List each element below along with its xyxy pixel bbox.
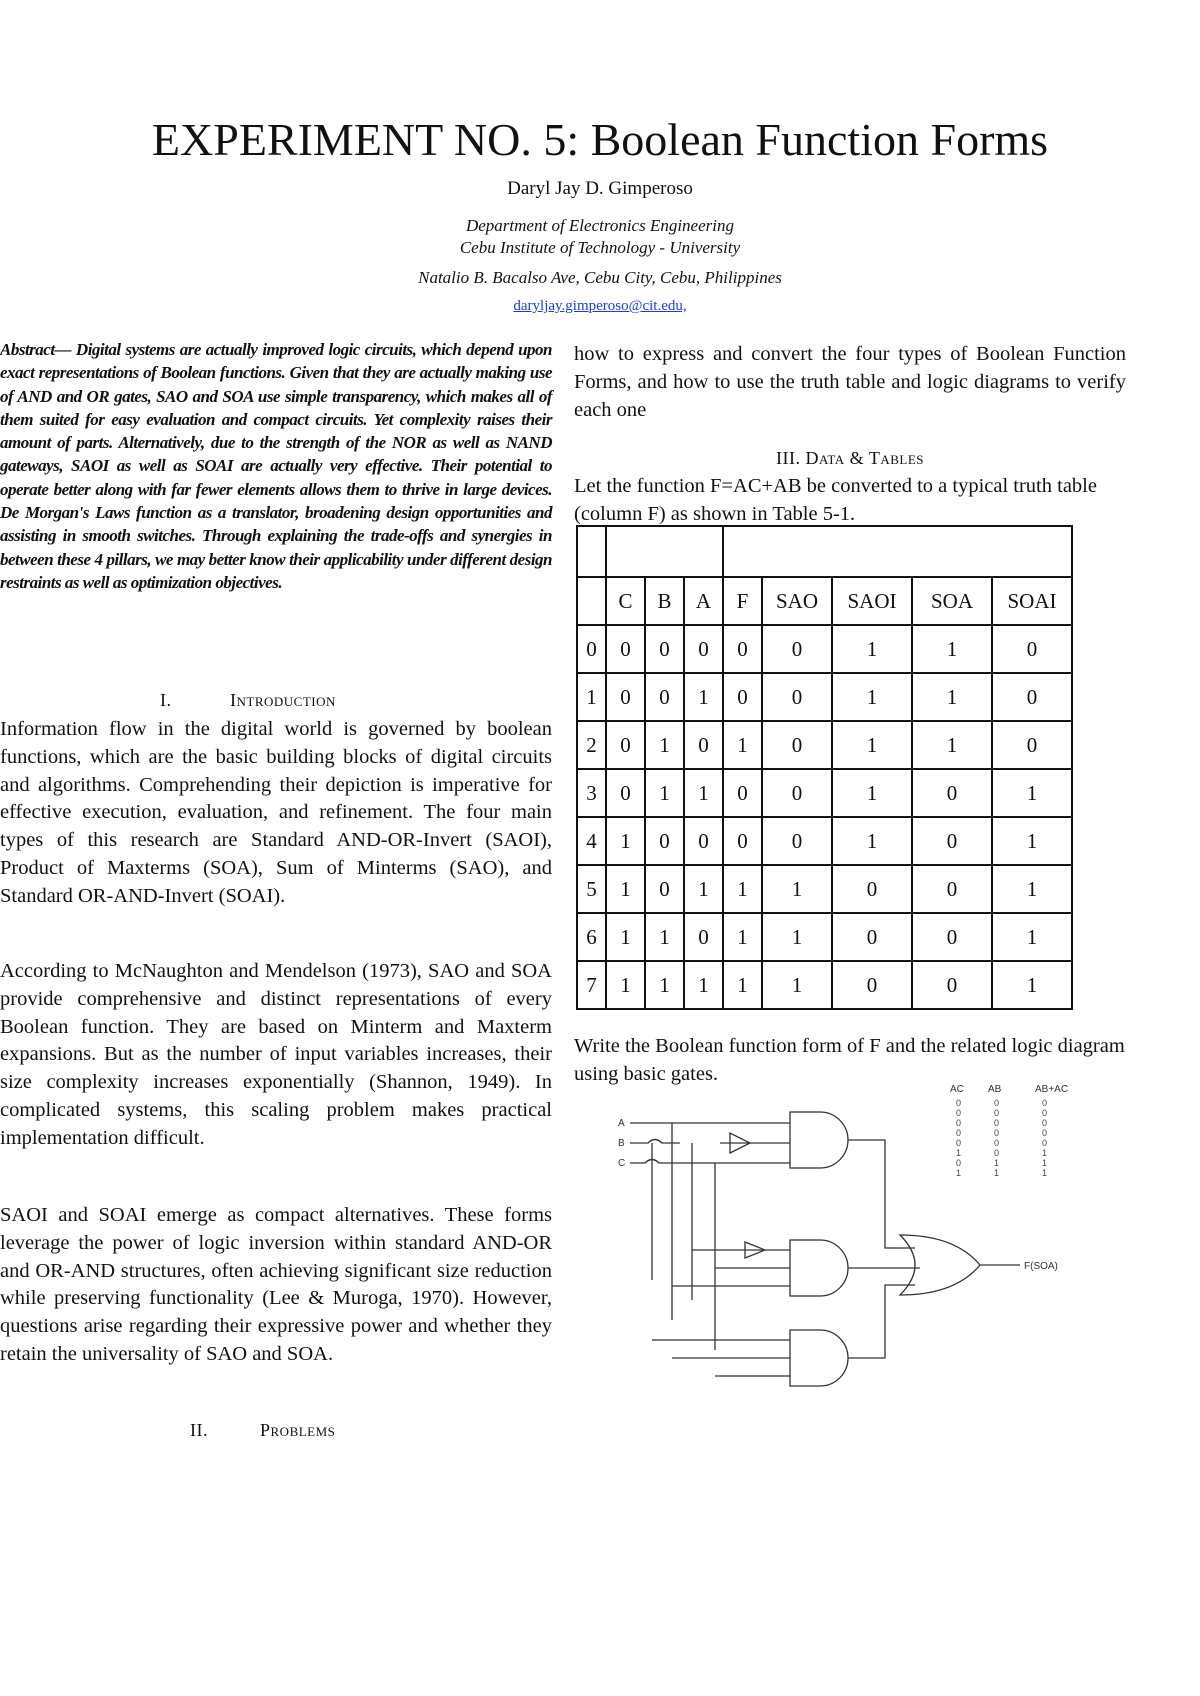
table-cell: 0 [762, 721, 832, 769]
table-cell: 0 [606, 769, 645, 817]
diagram-column-value: 1 [1042, 1168, 1048, 1178]
diagram-column-value: 0 [994, 1108, 1000, 1118]
and-gate-3 [790, 1330, 848, 1386]
data-after: Write the Boolean function form of F and the related logic diagram using basic gates. [574, 1035, 1125, 1085]
table-cell: 0 [832, 865, 912, 913]
table-cell: 1 [723, 865, 762, 913]
table-header-cell: SOAI [992, 577, 1072, 625]
table-cell: 1 [606, 817, 645, 865]
input-label-c: C [618, 1158, 626, 1169]
table-row [577, 913, 1072, 961]
table-cell: 0 [684, 817, 723, 865]
table-cell: 1 [762, 961, 832, 1009]
table-cell: 0 [912, 865, 992, 913]
diagram-column-value: 0 [994, 1148, 1000, 1158]
table-cell: 1 [992, 913, 1072, 961]
table-blank-cell [577, 526, 606, 577]
table-header-cell: SOA [912, 577, 992, 625]
table-row [577, 865, 1072, 913]
diagram-column-value: 1 [994, 1158, 1000, 1168]
table-row [577, 625, 1072, 673]
row-index-cell: 7 [577, 961, 606, 1009]
column-label-ab-ac: AB+AC [1035, 1084, 1069, 1095]
table-cell: 0 [992, 625, 1072, 673]
table-cell: 0 [723, 817, 762, 865]
table-row [577, 769, 1072, 817]
table-cell: 1 [606, 913, 645, 961]
problems-title: Problems [260, 1420, 336, 1440]
table-cell: 0 [606, 625, 645, 673]
table-cell: 0 [606, 721, 645, 769]
diagram-column-value: 0 [956, 1108, 962, 1118]
table-cell: 1 [723, 961, 762, 1009]
table-cell: 1 [645, 769, 684, 817]
diagram-column-value: 0 [1042, 1098, 1048, 1108]
table-cell: 1 [832, 721, 912, 769]
diagram-column-value: 0 [956, 1158, 962, 1168]
table-cell: 0 [684, 721, 723, 769]
data-intro: Let the function F=AC+AB be converted to a typical truth table (column F) as shown in Table 5-1. [574, 475, 1097, 525]
table-cell: 0 [992, 721, 1072, 769]
table-header-row [577, 577, 1072, 625]
or-gate-inputs [848, 1140, 920, 1358]
abstract-label: Abstract— [0, 340, 72, 359]
email-link[interactable]: daryljay.gimperoso@cit.edu, [513, 298, 687, 314]
table-cell: 1 [762, 913, 832, 961]
table-cell: 0 [723, 625, 762, 673]
table-cell: 0 [723, 673, 762, 721]
table-cell: 0 [606, 673, 645, 721]
table-header-cell: SAO [762, 577, 832, 625]
column-label-ac: AC [950, 1084, 964, 1095]
table-cell: 1 [992, 961, 1072, 1009]
table-header-cell: C [606, 577, 645, 625]
diagram-column-value: 0 [994, 1128, 1000, 1138]
table-cell: 1 [912, 721, 992, 769]
table-cell: 1 [723, 913, 762, 961]
table-cell: 1 [832, 625, 912, 673]
input-label-b: B [618, 1138, 625, 1149]
abstract [0, 338, 552, 594]
diagram-column-value: 1 [1042, 1148, 1048, 1158]
table-cell: 0 [912, 769, 992, 817]
table-cell: 1 [606, 865, 645, 913]
table-row [577, 961, 1072, 1009]
gate1-inputs [680, 1123, 790, 1163]
output-label: F(SOA) [1024, 1261, 1058, 1272]
diagram-column-value: 0 [994, 1098, 1000, 1108]
diagram-column-value: 1 [956, 1168, 962, 1178]
row-index-cell: 2 [577, 721, 606, 769]
table-cell: 0 [832, 913, 912, 961]
table-cell: 1 [992, 817, 1072, 865]
gate3-inputs [652, 1340, 790, 1376]
row-index-cell: 1 [577, 673, 606, 721]
diagram-column-value: 0 [1042, 1128, 1048, 1138]
diagram-column-value: 0 [956, 1138, 962, 1148]
table-cell: 0 [645, 817, 684, 865]
diagram-column-value: 0 [994, 1118, 1000, 1128]
row-index-cell: 4 [577, 817, 606, 865]
table-cell: 1 [832, 817, 912, 865]
table-cell: 1 [912, 673, 992, 721]
diagram-column-value: 0 [1042, 1118, 1048, 1128]
intro-paragraph-2: According to McNaughton and Mendelson (1973), SAO and SOA provide comprehensive and distinct representations of every Boolean function. They are based on Minterm and Maxterm expansions. But as the number of input variables increases, their size complexity increases exponentially (Shannon, 1949). In complicated systems, this scaling problem makes practical implementation difficult. [0, 960, 552, 1149]
table-header-cell: A [684, 577, 723, 625]
table-cell: 0 [832, 961, 912, 1009]
and-gate-1 [790, 1112, 848, 1168]
problems-number: II. [190, 1420, 208, 1440]
table-cell: 0 [723, 769, 762, 817]
table-cell: 0 [762, 625, 832, 673]
data-heading: III. Data & Tables [775, 448, 925, 468]
table-cell: 0 [645, 673, 684, 721]
column-label-ab: AB [988, 1084, 1002, 1095]
table-cell: 0 [762, 769, 832, 817]
intro-number: I. [160, 690, 172, 710]
row-index-cell: 3 [577, 769, 606, 817]
table-cell: 1 [645, 913, 684, 961]
table-cell: 1 [684, 673, 723, 721]
logic-diagram [600, 1080, 1120, 1400]
or-gate [900, 1235, 980, 1295]
diagram-column-value: 0 [994, 1138, 1000, 1148]
table-cell: 0 [912, 913, 992, 961]
table-cell: 1 [992, 865, 1072, 913]
diagram-column-value: 1 [956, 1148, 962, 1158]
table-cell: 1 [723, 721, 762, 769]
table-cell: 0 [684, 913, 723, 961]
table-cell: 1 [912, 625, 992, 673]
table-header-cell: SAOI [832, 577, 912, 625]
diagram-column-value: 0 [956, 1128, 962, 1138]
intro-paragraph-1: Information flow in the digital world is governed by boolean functions, which are the basic building blocks of digital circuits and algorithms. Comprehending their depiction is imperative for effective execution, evaluation, and refinement. The four main types of this research are Standard AND-OR-Invert (SAOI), Product of Maxterms (SOA), Sum of Minterms (SAO), and Standard OR-AND-Invert (SOAI). [0, 718, 552, 907]
table-cell: 1 [606, 961, 645, 1009]
row-index-cell: 5 [577, 865, 606, 913]
intro-paragraph-3: SAOI and SOAI emerge as compact alternatives. These forms leverage the power of logic inversion within standard AND-OR and OR-AND structures, often achieving significant size reduction while preserving functionality (Lee & Muroga, 1970). However, questions arise regarding their expressive power and whether they retain the universality of SAO and SOA. [0, 1204, 552, 1365]
table-cell: 0 [762, 817, 832, 865]
table-cell: 1 [992, 769, 1072, 817]
table-blank-cell [723, 526, 1072, 577]
department: Department of Electronics Engineering [465, 216, 734, 235]
truth-table [576, 525, 1073, 1010]
diagram-value-columns [956, 1098, 1047, 1178]
diagram-column-value: 0 [956, 1098, 962, 1108]
intro-title: Introduction [230, 690, 336, 710]
table-header-cell: B [645, 577, 684, 625]
problems-heading [190, 1420, 335, 1441]
table-cell: 1 [684, 865, 723, 913]
table-cell: 0 [645, 625, 684, 673]
table-blank-cell [606, 526, 723, 577]
row-index-cell: 0 [577, 625, 606, 673]
table-cell: 1 [645, 721, 684, 769]
diagram-column-value: 0 [1042, 1108, 1048, 1118]
input-label-a: A [618, 1118, 625, 1129]
and-gate-2 [790, 1240, 848, 1296]
table-row [577, 673, 1072, 721]
gate2-inputs [672, 1250, 790, 1286]
table-row [577, 721, 1072, 769]
input-bus [652, 1123, 715, 1350]
diagram-column-value: 0 [1042, 1138, 1048, 1148]
table-cell: 1 [684, 961, 723, 1009]
table-cell: 0 [912, 961, 992, 1009]
table-cell: 0 [912, 817, 992, 865]
table-header-cell: F [723, 577, 762, 625]
diagram-column-value: 1 [1042, 1158, 1048, 1168]
table-cell: 0 [684, 625, 723, 673]
table-blank-row [577, 526, 1072, 577]
table-cell: 0 [645, 865, 684, 913]
table-header-cell [577, 577, 606, 625]
table-cell: 1 [832, 769, 912, 817]
diagram-column-value: 1 [994, 1168, 1000, 1178]
author-name: Daryl Jay D. Gimperoso [507, 178, 693, 199]
abstract-text: Digital systems are actually improved logic circuits, which depend upon exact representations of Boolean functions. Given that they are actually making use of AND and OR gates, SAO and SOA use simple transparency, which makes all of them suited for easy evaluation and compact circuits. Yet complexity raises their amount of parts. Alternatively, due to the strength of the NOR as well as NAND gateways, SAOI as well as SOAI are actually very effective. Their potential to operate better along with far fewer elements allows them to thrive in large devices. De Morgan's Laws function as a translator, broadening design opportunities and assisting in smooth switches. Through explaining the trade-offs and synergies in between these 4 pillars, we may better know their applicability under different design restraints as well as optimization objectives. [0, 340, 552, 592]
paper-title: EXPERIMENT NO. 5: Boolean Function Forms [151, 114, 1049, 165]
table-cell: 0 [992, 673, 1072, 721]
problems-text: how to express and convert the four types of Boolean Function Forms, and how to use the truth table and logic diagrams to verify each one [574, 343, 1126, 421]
table-cell: 1 [832, 673, 912, 721]
table-cell: 1 [762, 865, 832, 913]
diagram-column-value: 0 [956, 1118, 962, 1128]
table-cell: 1 [645, 961, 684, 1009]
institute: Cebu Institute of Technology - University [459, 238, 741, 257]
address: Natalio B. Bacalso Ave, Cebu City, Cebu, Philippines [418, 268, 782, 287]
table-cell: 0 [762, 673, 832, 721]
table-cell: 1 [684, 769, 723, 817]
intro-heading [160, 690, 336, 711]
row-index-cell: 6 [577, 913, 606, 961]
table-row [577, 817, 1072, 865]
